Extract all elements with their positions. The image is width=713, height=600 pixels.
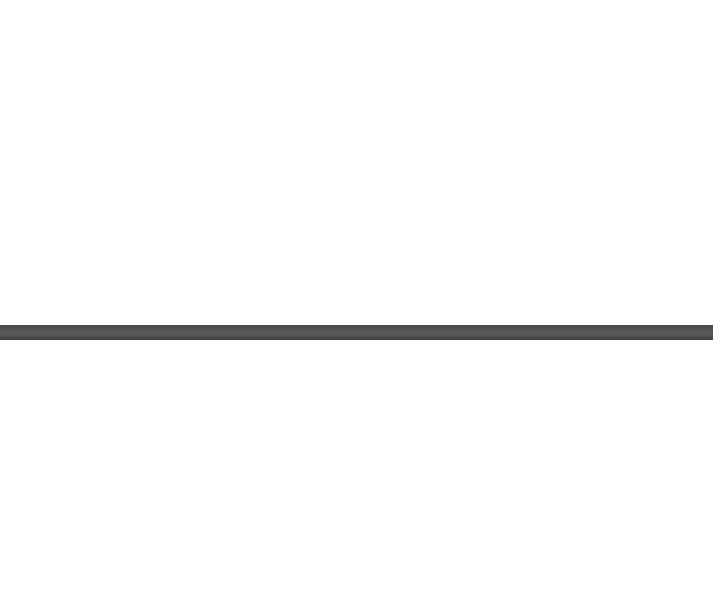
section-divider xyxy=(0,325,713,340)
bottom-schedule-table xyxy=(20,427,706,587)
top-schedule-table xyxy=(20,2,706,242)
